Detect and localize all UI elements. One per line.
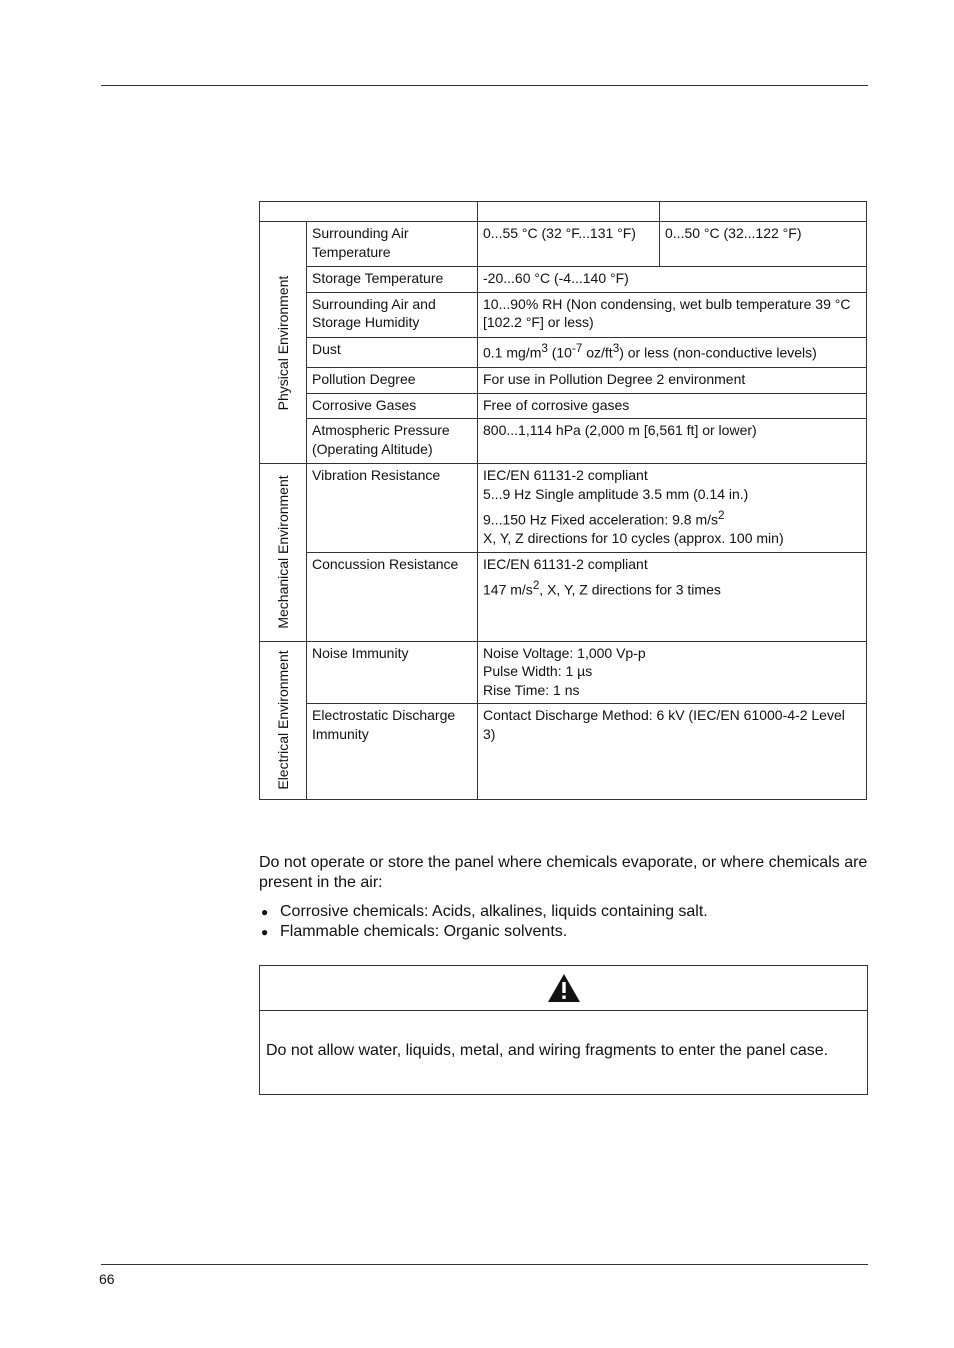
row-value: 0...55 °C (32 °F...131 °F) [478,222,660,267]
dust-text: (10 [547,345,572,361]
group-mechanical [260,464,307,642]
table-row [260,267,867,293]
list-item [259,902,708,922]
row-value: 800...1,114 hPa (2,000 m [6,561 ft] or lower) [478,419,867,464]
header-cell [478,202,660,222]
row-value: 10...90% RH (Non condensing, wet bulb temperature 39 °C [102.2 °F] or less) [478,292,867,337]
list-item-text: Flammable chemicals: Organic solvents. [280,923,568,940]
value-line: Pulse Width: 1 µs [483,663,593,680]
value-line: IEC/EN 61131-2 compliant [483,555,648,572]
value-text: , X, Y, Z directions for 3 times [539,581,721,598]
top-rule [101,85,868,86]
row-label: Storage Temperature [307,267,478,293]
value-line [483,577,861,599]
header-cell [260,202,478,222]
value-line: Rise Time: 1 ns [483,681,580,698]
group-label: Electrical Environment [274,650,291,791]
row-label: Vibration Resistance [307,464,478,553]
value-line: 5...9 Hz Single amplitude 3.5 mm (0.14 in.) [483,485,749,502]
row-value [478,464,867,553]
superscript: 3 [541,342,548,356]
superscript: 2 [532,579,540,593]
warning-box [259,965,868,1095]
list-item-text: Corrosive chemicals: Acids, alkalines, liquids containing salt. [280,903,708,920]
group-label: Mechanical Environment [274,475,291,629]
group-label: Physical Environment [274,275,291,410]
table-row [260,337,867,367]
value-line: X, Y, Z directions for 10 cycles (approx. 100 min) [483,530,784,547]
value-line [483,507,861,529]
row-label: Dust [307,337,478,367]
warning-text: Do not allow water, liquids, metal, and wiring fragments to enter the panel case. [266,1042,829,1059]
superscript: 3 [612,342,620,356]
row-label: Surrounding Air Temperature [307,222,478,267]
row-label: Electrostatic Discharge Immunity [307,704,478,800]
dust-text: ) or less (non-conductive levels) [619,345,817,361]
row-value: -20...60 °C (-4...140 °F) [478,267,867,293]
row-value: Contact Discharge Method: 6 kV (IEC/EN 61000-4-2 Level 3) [478,704,867,800]
row-value: For use in Pollution Degree 2 environment [478,367,867,393]
warning-triangle-icon [547,973,581,1003]
chemical-list [259,902,708,942]
value-text: 9...150 Hz Fixed acceleration: 9.8 m/s [483,511,718,528]
dust-text: 0.1 mg/m [483,345,542,361]
table-header-row [260,202,867,222]
bottom-rule [101,1264,868,1265]
group-electrical [260,641,307,800]
row-label: Atmospheric Pressure (Operating Altitude) [307,419,478,464]
superscript: 2 [718,509,725,522]
row-value: Free of corrosive gases [478,393,867,419]
table-row [260,552,867,641]
row-value [478,552,867,641]
row-value: 0...50 °C (32...122 °F) [660,222,867,267]
row-label: Surrounding Air and Storage Humidity [307,292,478,337]
intro-paragraph: Do not operate or store the panel where chemicals evaporate, or where chemicals are present in the air: [259,854,868,891]
value-line: IEC/EN 61131-2 compliant [483,467,648,483]
value-text: 147 m/s [483,581,533,598]
table-row [260,222,867,267]
table-row [260,464,867,553]
superscript: -7 [571,342,583,356]
row-label: Noise Immunity [307,641,478,704]
header-cell [660,202,867,222]
page-number: 66 [99,1271,115,1287]
table-row [260,704,867,800]
table-row [260,641,867,704]
row-label: Corrosive Gases [307,393,478,419]
row-label: Pollution Degree [307,367,478,393]
row-value [478,641,867,704]
bullet-icon: ● [261,925,269,939]
table-row [260,419,867,464]
table-row [260,393,867,419]
list-item [259,922,708,942]
warning-header [260,966,867,1011]
value-line: Noise Voltage: 1,000 Vp-p [483,644,646,661]
table-row [260,292,867,337]
group-physical [260,222,307,464]
table-row [260,367,867,393]
row-value [478,337,867,367]
environment-spec-table [259,201,867,800]
bullet-icon: ● [261,905,269,919]
row-label: Concussion Resistance [307,552,478,641]
dust-text: oz/ft [582,345,613,361]
